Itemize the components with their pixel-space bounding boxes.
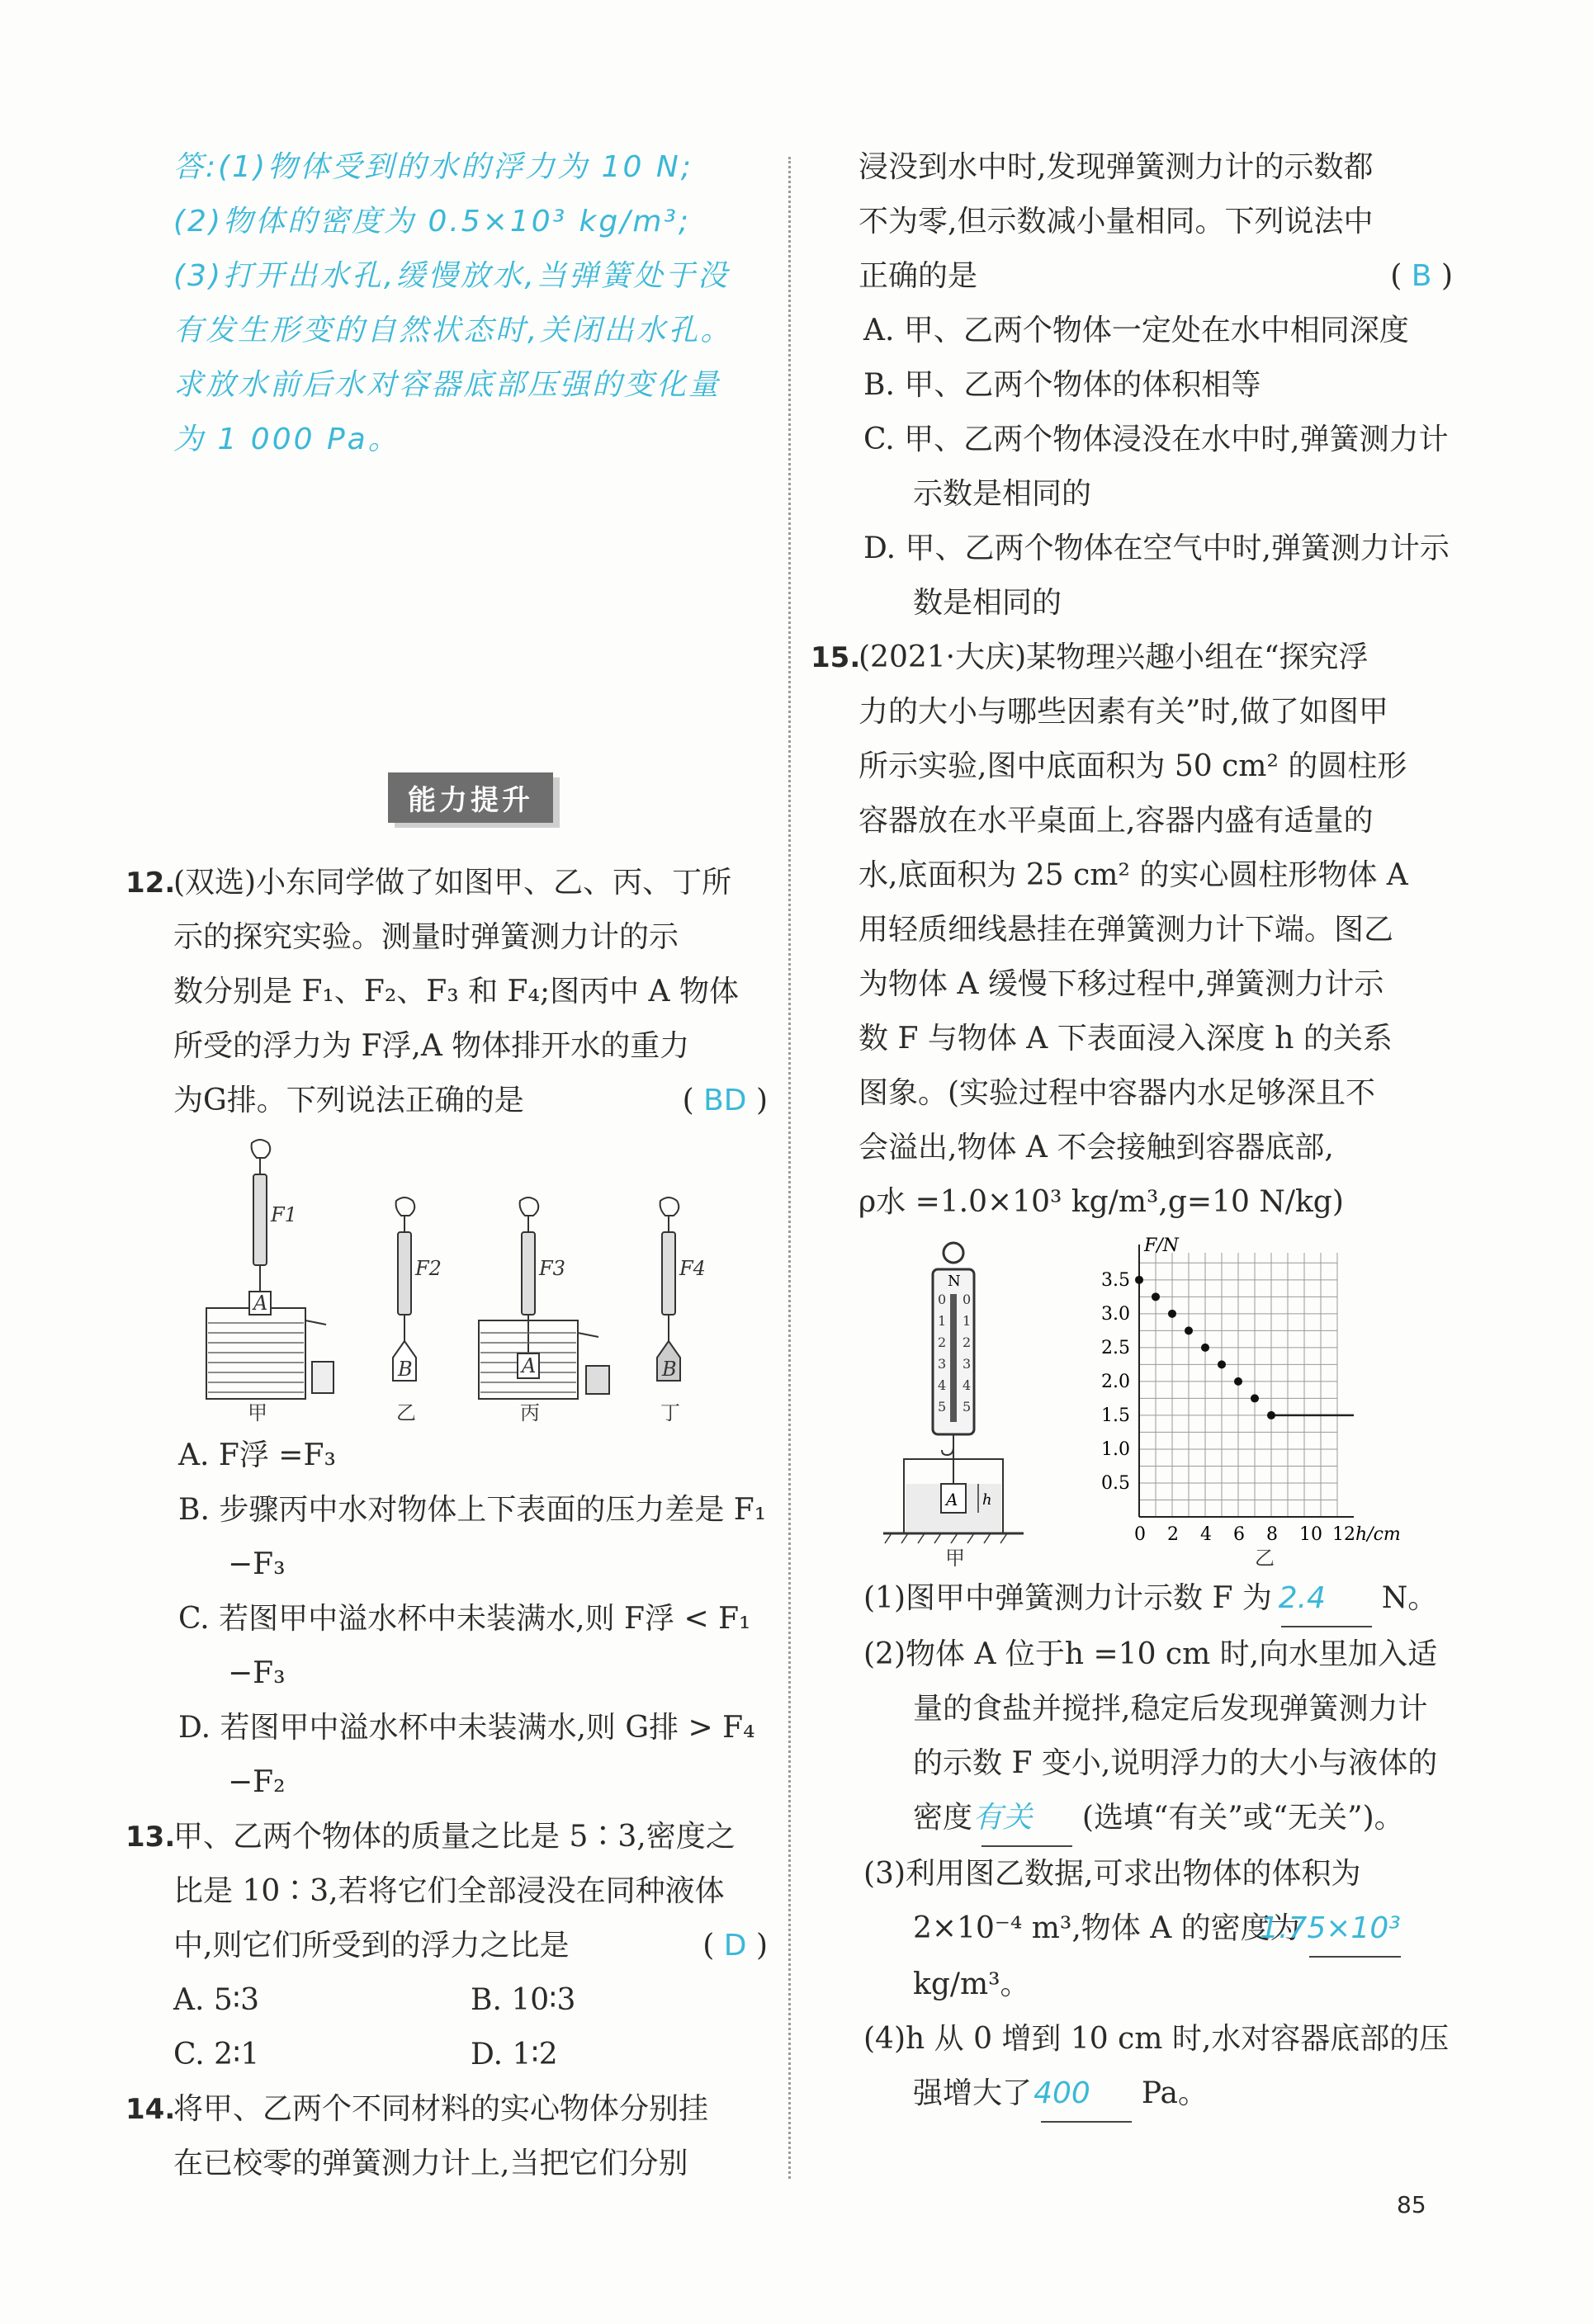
question-text: 在已校零的弹簧测力计上,当把它们分别 xyxy=(173,2147,688,2180)
question-number: 12. xyxy=(125,867,176,900)
label-f3: F3 xyxy=(539,1257,565,1280)
answer-choice: BD xyxy=(703,1084,747,1117)
y-tick-label: 1.5 xyxy=(1101,1405,1130,1426)
question-12 xyxy=(125,856,768,1810)
answer-blank: 1.75×10³ xyxy=(1309,1901,1401,1958)
sub-text: (1)图甲中弹簧测力计示数 F 为 xyxy=(863,1581,1272,1615)
question-text: ρ水 =1.0×10³ kg/m³,g=10 N/kg) xyxy=(858,1185,1344,1219)
figure-yi xyxy=(393,1197,442,1424)
figure-ding xyxy=(657,1197,706,1424)
label-b2: B xyxy=(662,1358,677,1381)
data-point xyxy=(1234,1377,1242,1386)
x-axis-label: h/cm xyxy=(1355,1524,1401,1545)
sub-question-3 xyxy=(863,1847,1453,2012)
label-jia: 甲 xyxy=(945,1547,965,1566)
sub-question-1 xyxy=(863,1571,1453,1627)
answer-line: 求放水前后水对容器底部压强的变化量 xyxy=(173,368,721,402)
answer-blank: 2.4 xyxy=(1281,1571,1372,1627)
choice-d: D. 1∶2 xyxy=(471,2038,558,2071)
choice-b: B. 10∶3 xyxy=(471,1983,576,2017)
x-tick-label: 8 xyxy=(1266,1524,1278,1545)
svg-text:4: 4 xyxy=(963,1377,972,1393)
question-text: 将甲、乙两个不同材料的实心物体分别挂 xyxy=(173,2092,709,2126)
label-a: A xyxy=(946,1490,958,1509)
data-point xyxy=(1251,1394,1259,1402)
question-text: 比是 10∶3,若将它们全部浸没在同种液体 xyxy=(173,1874,725,1908)
x-tick-label: 6 xyxy=(1233,1524,1245,1545)
data-point xyxy=(1201,1344,1209,1352)
data-point xyxy=(1152,1292,1160,1301)
answer-choice: B xyxy=(1411,259,1432,293)
question-13 xyxy=(125,1810,768,2082)
svg-text:2: 2 xyxy=(938,1334,947,1350)
y-axis-label: F/N xyxy=(1144,1236,1179,1256)
label-f1: F1 xyxy=(271,1203,297,1226)
q12-figure xyxy=(173,1135,768,1424)
right-column xyxy=(811,140,1453,2123)
choice-c: C. 2∶1 xyxy=(173,2038,260,2071)
q15-figure xyxy=(858,1236,1453,1566)
question-text: 水,底面积为 25 cm² 的实心圆柱形物体 A xyxy=(858,858,1408,892)
question-text: 为物体 A 缓慢下移过程中,弹簧测力计示 xyxy=(858,967,1384,1001)
sub-text: (4)h 从 0 增到 10 cm 时,水对容器底部的压强增大了 xyxy=(863,2022,1450,2110)
sub-text: (2)物体 A 位于h =10 cm 时,向水里加入适量的食盐并搅拌,稳定后发现弹簧测力计的示数 F 变小,说明浮力的大小与液体的密度 xyxy=(863,1637,1438,1835)
question-text: 容器放在水平桌面上,容器内盛有适量的 xyxy=(858,804,1374,838)
svg-text:3: 3 xyxy=(938,1356,947,1372)
column-divider xyxy=(788,157,791,2179)
label-f4: F4 xyxy=(679,1257,706,1280)
label-jia: 甲 xyxy=(248,1401,267,1424)
choices-grid xyxy=(173,1973,768,2082)
label-yi: 乙 xyxy=(396,1401,416,1424)
svg-text:1: 1 xyxy=(938,1313,947,1329)
left-column xyxy=(125,140,768,2191)
svg-text:0: 0 xyxy=(963,1292,972,1307)
data-point xyxy=(1135,1276,1143,1284)
choice-a: A. 5∶3 xyxy=(173,1983,260,2017)
sub-text: (选填“有关”或“无关”)。 xyxy=(1081,1801,1404,1835)
choice-c: C. 甲、乙两个物体浸没在水中时,弹簧测力计示数是相同的 xyxy=(863,423,1449,511)
label-ding: 丁 xyxy=(660,1401,680,1424)
x-tick-label: 10 xyxy=(1299,1524,1322,1545)
data-point xyxy=(1218,1360,1226,1368)
figure-jia xyxy=(883,1243,1024,1566)
svg-text:2: 2 xyxy=(963,1334,972,1350)
answer-line: 有发生形变的自然状态时,关闭出水孔。 xyxy=(173,314,733,347)
answer-choice: D xyxy=(723,1929,747,1963)
x-tick-label: 0 xyxy=(1134,1524,1146,1545)
question-text-tail: 正确的是 xyxy=(858,259,978,293)
choice-c: C. 若图甲中溢水杯中未装满水,则 F浮 < F₁ −F₃ xyxy=(178,1602,751,1690)
question-text: 用轻质细线悬挂在弹簧测力计下端。图乙 xyxy=(858,913,1394,947)
question-text: 数分别是 F₁、F₂、F₃ 和 F₄;图丙中 A 物体 xyxy=(173,975,739,1008)
answer-blank: 有关 xyxy=(981,1791,1072,1847)
svg-text:0: 0 xyxy=(938,1292,947,1307)
y-tick-label: 3.5 xyxy=(1101,1269,1130,1291)
x-tick-label: 4 xyxy=(1200,1524,1212,1545)
answer-line: (3)打开出水孔,缓慢放水,当弹簧处于没 xyxy=(173,259,730,293)
section-title: 能力提升 xyxy=(388,772,553,823)
sub-text: kg/m³。 xyxy=(913,1967,1030,2001)
question-text: 数 F 与物体 A 下表面浸入深度 h 的关系 xyxy=(858,1022,1393,1056)
section-title-wrap xyxy=(173,772,768,823)
answer-blank: 400 xyxy=(1041,2067,1132,2123)
label-h: h xyxy=(982,1491,992,1509)
y-tick-label: 1.0 xyxy=(1101,1438,1130,1460)
question-text xyxy=(858,249,1453,304)
choice-d: D. 若图甲中溢水杯中未装满水,则 G排 > F₄ −F₂ xyxy=(178,1711,755,1799)
data-point xyxy=(1185,1326,1193,1334)
question-text-tail: 中,则它们所受到的浮力之比是 xyxy=(173,1929,570,1963)
y-tick-label: 2.0 xyxy=(1101,1371,1130,1392)
figure-jia xyxy=(206,1140,333,1424)
question-text: 甲、乙两个物体的质量之比是 5∶3,密度之 xyxy=(173,1820,736,1854)
svg-text:4: 4 xyxy=(938,1377,947,1393)
label-f2: F2 xyxy=(415,1257,442,1280)
label-bing: 丙 xyxy=(520,1401,540,1424)
question-number: 14. xyxy=(125,2093,176,2126)
question-text: 力的大小与哪些因素有关”时,做了如图甲 xyxy=(858,695,1388,729)
svg-text:1: 1 xyxy=(963,1313,972,1329)
question-text: 浸没到水中时,发现弹簧测力计的示数都 xyxy=(858,150,1374,184)
answer-line: 答:(1)物体受到的水的浮力为 10 N; xyxy=(173,150,693,184)
choice-b: B. 甲、乙两个物体的体积相等 xyxy=(863,368,1261,402)
question-text: 不为零,但示数减小量相同。下列说法中 xyxy=(858,205,1374,239)
question-text: 所受的浮力为 F浮,A 物体排开水的重力 xyxy=(173,1029,690,1063)
sub-question-4 xyxy=(863,2012,1453,2123)
choice-a: A. F浮 =F₃ xyxy=(178,1438,336,1472)
sub-text: Pa。 xyxy=(1141,2076,1208,2110)
question-text xyxy=(173,1919,768,1973)
label-b: B xyxy=(398,1358,413,1381)
question-number: 13. xyxy=(125,1821,176,1854)
question-14 xyxy=(125,2082,768,2191)
sub-text: (3)利用图乙数据,可求出物体的体积为 2×10⁻⁴ m³,物体 A 的密度为 xyxy=(863,1857,1361,1945)
page-number: 85 xyxy=(1397,2191,1426,2218)
label-a: A xyxy=(253,1292,268,1315)
answer-bracket: ( B ) xyxy=(1390,259,1453,293)
y-tick-label: 2.5 xyxy=(1101,1337,1130,1358)
answer-line: 为 1 000 Pa。 xyxy=(173,423,400,456)
question-text: 会溢出,物体 A 不会接触到容器底部, xyxy=(858,1131,1334,1164)
answer-bracket: ( BD ) xyxy=(682,1084,768,1117)
figure-yi-chart xyxy=(1101,1236,1401,1545)
question-text: 图象。(实验过程中容器内水足够深且不 xyxy=(858,1076,1376,1110)
question-text-tail: 为G排。下列说法正确的是 xyxy=(173,1084,524,1117)
data-point xyxy=(1267,1411,1275,1419)
choice-d: D. 甲、乙两个物体在空气中时,弹簧测力计示数是相同的 xyxy=(863,531,1450,620)
question-text xyxy=(173,1074,768,1128)
label-yi: 乙 xyxy=(1255,1547,1275,1566)
label-n: N xyxy=(948,1273,961,1290)
choice-b: B. 步骤丙中水对物体上下表面的压力差是 F₁ −F₃ xyxy=(178,1493,767,1581)
question-14-continued xyxy=(858,140,1453,631)
question-15 xyxy=(811,631,1453,2123)
question-text: (双选)小东同学做了如图甲、乙、丙、丁所 xyxy=(173,866,732,900)
y-tick-label: 0.5 xyxy=(1101,1472,1130,1494)
sub-question-2 xyxy=(863,1627,1453,1847)
sub-text: N。 xyxy=(1381,1581,1438,1615)
answer-bracket: ( D ) xyxy=(702,1929,768,1963)
question-number: 15. xyxy=(811,641,861,674)
svg-text:5: 5 xyxy=(963,1399,972,1415)
figure-bing xyxy=(479,1197,609,1424)
choice-a: A. 甲、乙两个物体一定处在水中相同深度 xyxy=(863,314,1409,347)
question-text: 示的探究实验。测量时弹簧测力计的示 xyxy=(173,920,679,954)
x-tick-label: 12 xyxy=(1332,1524,1355,1545)
previous-answer xyxy=(173,140,768,467)
answer-line: (2)物体的密度为 0.5×10³ kg/m³; xyxy=(173,205,691,239)
svg-text:3: 3 xyxy=(963,1356,972,1372)
y-tick-label: 3.0 xyxy=(1101,1303,1130,1325)
question-text: 所示实验,图中底面积为 50 cm² 的圆柱形 xyxy=(858,749,1407,783)
data-point xyxy=(1168,1310,1176,1318)
label-a2: A xyxy=(522,1354,537,1377)
x-tick-label: 2 xyxy=(1167,1524,1179,1545)
svg-text:5: 5 xyxy=(938,1399,947,1415)
question-text: (2021·大庆)某物理兴趣小组在“探究浮 xyxy=(858,640,1369,674)
